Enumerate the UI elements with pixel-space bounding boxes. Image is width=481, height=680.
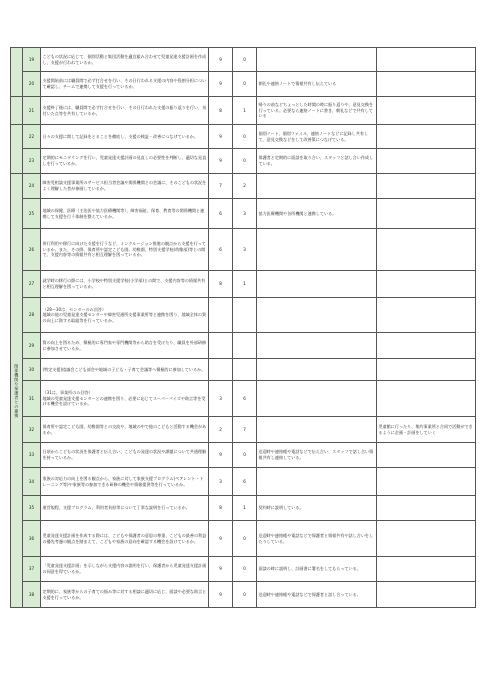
yes-count: 9 [209, 582, 233, 608]
response-note [257, 174, 377, 199]
row-number: 38 [23, 582, 41, 608]
answer-scope-label: （31は、事業所のみ回答） [42, 390, 93, 396]
improvement-note [377, 496, 476, 521]
question-text: 障害児相談支援事業所のサービス担当者会議や関係機関との会議に、そのこどもの状況をよく理解した者が参画しているか。 [41, 174, 209, 199]
response-note: 朝礼や連絡ノートで情報共有し伝えている [257, 72, 377, 97]
no-count [233, 298, 257, 333]
section-label: 関係機関や保護者との連携 [11, 174, 23, 608]
improvement-note [377, 381, 476, 417]
no-count: 1 [233, 496, 257, 521]
yes-count: 9 [209, 72, 233, 97]
response-note: 送迎時や連絡帳や電話などで保護者と情報共有や話し合いをしたりしている。 [257, 521, 377, 557]
response-note [257, 333, 377, 359]
yes-count: 6 [209, 229, 233, 271]
table-row [11, 359, 476, 381]
yes-count: 8 [209, 97, 233, 125]
answer-scope-label: （28〜30は、センターのみ回答） [42, 306, 106, 312]
row-number: 25 [23, 199, 41, 229]
no-count [233, 333, 257, 359]
evaluation-table [10, 47, 476, 608]
table-row [11, 199, 476, 229]
response-note: 個別ノート、個別ファイル、連絡ノートなどに記録し共有して、意見交換などをして改善策につなげている。 [257, 125, 377, 149]
question-text: 「児童発達支援計画」を示しながら支援内容の説明を行い、保護者から児童発達支援計画の同意を得ているか。 [41, 557, 209, 582]
yes-count [209, 359, 233, 381]
no-count: 0 [233, 521, 257, 557]
improvement-note [377, 229, 476, 271]
row-number: 28 [23, 298, 41, 333]
row-number: 34 [23, 468, 41, 496]
table-row [11, 333, 476, 359]
improvement-note [377, 557, 476, 582]
row-number: 32 [23, 417, 41, 443]
question-text: 日々の支援に関して記録をとることを徹底し、支援の検証・改善につなげているか。 [41, 125, 209, 149]
improvement-note [377, 125, 476, 149]
no-count: 1 [233, 97, 257, 125]
improvement-note [377, 359, 476, 381]
improvement-note: 児童館に行ったり、集約事業所と合同で活動ができるように企画・計画をしていく [377, 417, 476, 443]
table-row [11, 72, 476, 97]
question-text: 支援開始前には職員間で必ず打合せを行い、その日行われる支援の内容や役割分担について確認し、チームで連携して支援を行っているか。 [41, 72, 209, 97]
no-count: 6 [233, 468, 257, 496]
no-count: 0 [233, 149, 257, 174]
row-number: 35 [23, 496, 41, 521]
table-row [11, 125, 476, 149]
response-note: 協力医療機関や各所機関と連携している。 [257, 199, 377, 229]
yes-count: 6 [209, 199, 233, 229]
no-count: 2 [233, 174, 257, 199]
improvement-note [377, 97, 476, 125]
improvement-note [377, 468, 476, 496]
section-continuation [11, 97, 23, 125]
improvement-note [377, 48, 476, 72]
no-count: 0 [233, 443, 257, 468]
table-row [11, 443, 476, 468]
question-text: 家族の対応力の向上を図る観点から、家族に対して家族支援プログラム(ペアレント・トレーニング等)や家族等の参加できる研修の機会や情報提供等を行っているか。 [41, 468, 209, 496]
response-note [257, 381, 377, 417]
response-note [257, 417, 377, 443]
row-number: 30 [23, 359, 41, 381]
row-number: 37 [23, 557, 41, 582]
yes-count: 7 [209, 174, 233, 199]
table-row [11, 298, 476, 333]
table-row [11, 582, 476, 608]
yes-count: 2 [209, 417, 233, 443]
response-note: 面談の時に説明し、計画書に署名をしてもらっている。 [257, 557, 377, 582]
question-body: 地域の他の児童発達支援センターや障害児通所支援事業所等と連携を図り、地域全体の質の向上に資する取組等を行っているか。 [42, 312, 207, 323]
row-number: 23 [23, 149, 41, 174]
improvement-note [377, 582, 476, 608]
response-note: 保護者と定期的に面談を取り合い、スタッフと話し合い作成している。 [257, 149, 377, 174]
row-number: 19 [23, 48, 41, 72]
no-count: 3 [233, 229, 257, 271]
question-text: 地域の保健、医療（主治医や協力医療機関等）、障害福祉、保育、教育等の関係機関と連携して支援を行う体制を整えているか。 [41, 199, 209, 229]
question-text: (特定支援)協議会こども部会や地域の子ども・子育て会議等へ積極的に参加しているか。 [41, 359, 209, 381]
table-row [11, 149, 476, 174]
response-note: 送迎時や連絡帳や電話などで伝え合い、スタッフで話し合い情報共有し連絡している。 [257, 443, 377, 468]
yes-count: 3 [209, 381, 233, 417]
table-row [11, 381, 476, 417]
table-row [11, 229, 476, 271]
question-text: 就学時の移行の際には、小学校や特別支援学校(小学部)との間で、支援内容等の情報共有と相互理解を図っているか。 [41, 271, 209, 298]
question-text [41, 381, 209, 417]
improvement-note [377, 333, 476, 359]
no-count: 0 [233, 72, 257, 97]
table-row [11, 521, 476, 557]
row-number: 20 [23, 72, 41, 97]
response-note: 帰りの前などちょっとした時間の時に振り返りや、意見交換を行っている。必要なら連絡ノートに書き、朝礼などで共有している [257, 97, 377, 125]
improvement-note [377, 149, 476, 174]
question-text: こどもの状況に応じて、個別活動と集団活動を適宜組み合わせて児童発達支援計画を作成し、支援が行われているか。 [41, 48, 209, 72]
yes-count: 8 [209, 496, 233, 521]
improvement-note [377, 298, 476, 333]
row-number: 36 [23, 521, 41, 557]
question-text [41, 298, 209, 333]
question-text: 質の向上を図るため、積極的に専門家や専門機関等から助言を受けたり、職員を外部研修に参加させているか。 [41, 333, 209, 359]
question-text: 児童発達支援計画を作成する際には、こどもや保護者の意思の尊重、こどもの最善の利益の優先考慮の観点を踏まえて、こどもや家族の意向を確認する機会を設けているか。 [41, 521, 209, 557]
question-text: 定期的に、家族等からの子育ての悩み等に対する相談に適切に応じ、面談や必要な助言と支援を行っているか。 [41, 582, 209, 608]
question-text: 運営規程、支援プログラム、利用者負担等について丁寧な説明を行っているか。 [41, 496, 209, 521]
no-count: 0 [233, 557, 257, 582]
no-count [233, 359, 257, 381]
improvement-note [377, 271, 476, 298]
yes-count [209, 333, 233, 359]
response-note [257, 271, 377, 298]
improvement-note [377, 521, 476, 557]
row-number: 26 [23, 229, 41, 271]
table-row [11, 48, 476, 72]
question-text: 日頃からこどもの状況を保護者と伝え合い、こどもの発達の状況や課題について共通理解を持っているか。 [41, 443, 209, 468]
question-body: 地域の児童発達支援センターとの連携を図り、必要に応じてスーパーバイズや助言等を受ける機会を設けているか。 [42, 395, 206, 407]
no-count: 3 [233, 199, 257, 229]
response-note [257, 468, 377, 496]
table-row [11, 496, 476, 521]
yes-count: 3 [209, 468, 233, 496]
section-continuation [11, 48, 23, 97]
response-note: 送迎時や連絡帳や電話などで保護者と話し合っている。 [257, 582, 377, 608]
improvement-note [377, 174, 476, 199]
response-note [257, 229, 377, 271]
row-number: 24 [23, 174, 41, 199]
yes-count [209, 298, 233, 333]
table-row [11, 417, 476, 443]
improvement-note [377, 199, 476, 229]
table-row [11, 174, 476, 199]
response-note: 契約時に説明している。 [257, 496, 377, 521]
row-number: 29 [23, 333, 41, 359]
no-count: 1 [233, 271, 257, 298]
yes-count: 9 [209, 48, 233, 72]
row-number: 21 [23, 97, 41, 125]
table-row [11, 468, 476, 496]
row-number: 27 [23, 271, 41, 298]
response-note [257, 48, 377, 72]
yes-count: 9 [209, 557, 233, 582]
response-note [257, 298, 377, 333]
table-row [11, 557, 476, 582]
response-note [257, 359, 377, 381]
no-count: 0 [233, 582, 257, 608]
table-row [11, 271, 476, 298]
no-count: 6 [233, 381, 257, 417]
row-number: 31 [23, 381, 41, 417]
improvement-note [377, 72, 476, 97]
row-number: 22 [23, 125, 41, 149]
yes-count: 8 [209, 271, 233, 298]
no-count: 7 [233, 417, 257, 443]
no-count: 0 [233, 125, 257, 149]
section-continuation [11, 125, 23, 174]
improvement-note [377, 443, 476, 468]
question-text: 併行利用や移行に向けた支援を行うなど、インクルージョン推進の観点から支援を行っているか。また、その際、保育所や認定こども園、幼稚園、特別支援学校(幼稚部)等との間で、支援内容等の情報共有と相互理解を図っているか。 [41, 229, 209, 271]
yes-count: 9 [209, 125, 233, 149]
table-row [11, 97, 476, 125]
question-text: 保育所や認定こども園、幼稚園等との交流や、地域の中で他のこどもと活動する機会があるか。 [41, 417, 209, 443]
question-text: 定期的にモニタリングを行い、児童発達支援計画の見直しの必要性を判断し、適切な見直しを行っているか。 [41, 149, 209, 174]
yes-count: 9 [209, 149, 233, 174]
row-number: 33 [23, 443, 41, 468]
yes-count: 9 [209, 443, 233, 468]
no-count: 0 [233, 48, 257, 72]
yes-count: 9 [209, 521, 233, 557]
question-text: 支援終了後には、職員間で必ず打合せを行い、その日行われた支援の振り返りを行い、気付いた点等を共有しているか。 [41, 97, 209, 125]
